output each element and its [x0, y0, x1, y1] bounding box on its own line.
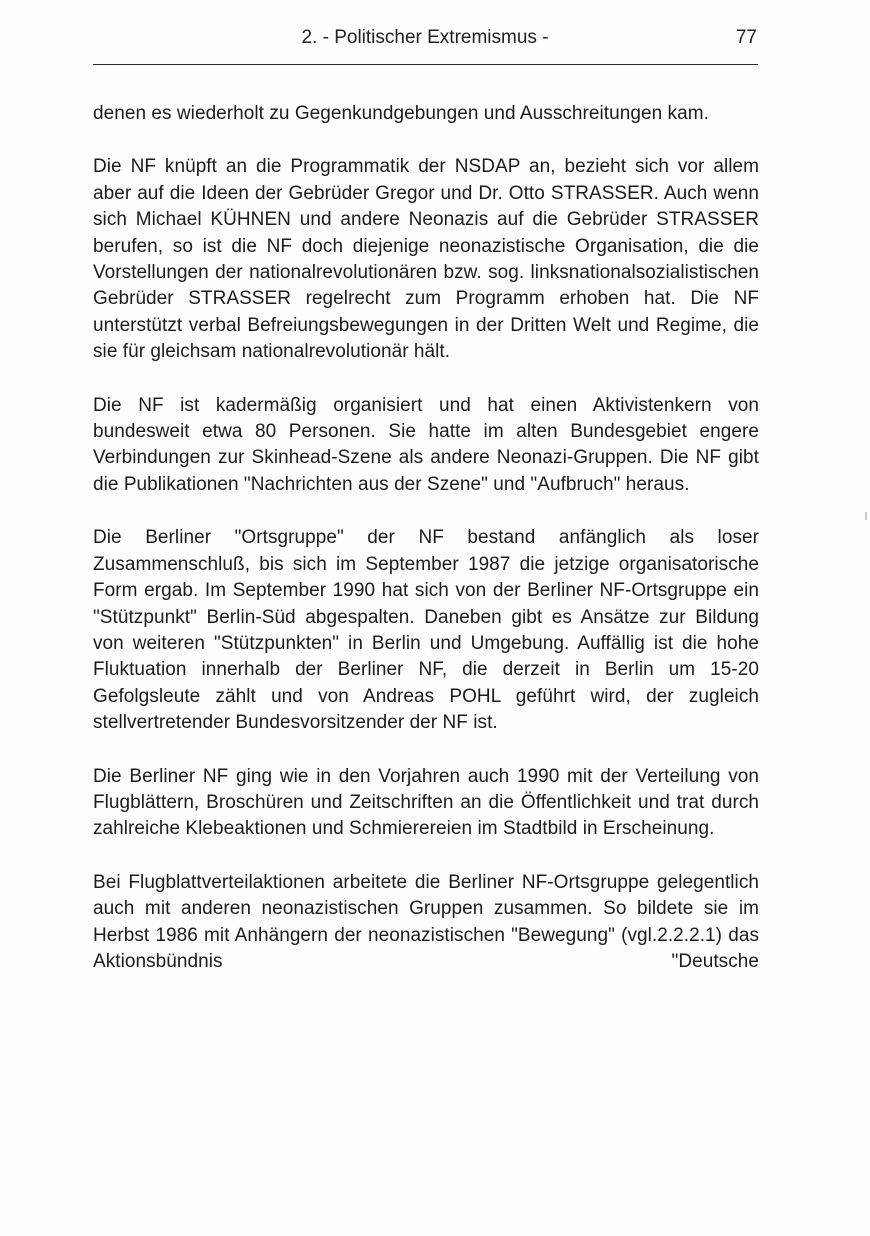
scan-edge-mark	[865, 512, 867, 520]
paragraph-4: Die Berliner "Ortsgruppe" der NF bestand anfänglich als loser Zusammenschluß, bis sich im September 1987 die jetzige organisatorische Form ergab. Im September 1990 hat sich von der Berliner NF-Ortsgruppe ein "Stützpunkt" Berlin-Süd abgespalten. Daneben gibt es Ansätze zur Bildung von weiteren "Stützpunkten" in Berlin und Umgebung. Auffällig ist die hohe Fluktuation innerhalb der Berliner NF, die derzeit in Berlin um 15-20 Gefolgsleute zählt und von Andreas POHL geführt wird, der zugleich stellvertretender Bundesvorsitzender der NF ist.	[93, 527, 759, 734]
page-header	[93, 24, 757, 54]
paragraph-3: Die NF ist kadermäßig organisiert und hat einen Aktivistenkern von bundesweit etwa 80 Personen. Sie hatte im alten Bundesgebiet engere Verbindungen zur Skinhead-Szene als andere Neonazi-Gruppen. Die NF gibt die Publikationen "Nachrichten aus der Szene" und "Aufbruch" heraus.	[93, 394, 759, 495]
body-text	[93, 101, 759, 1002]
header-rule	[93, 64, 758, 65]
page-number: 77	[735, 27, 757, 48]
paragraph-2: Die NF knüpft an die Programmatik der NSDAP an, bezieht sich vor allem aber auf die Ideen der Gebrüder Gregor und Dr. Otto STRASSER. Auch wenn sich Michael KÜHNEN und andere Neonazis auf die Gebrüder STRASSER berufen, so ist die NF doch diejenige neonazistische Organisation, die die Vorstellungen der nationalrevolutionären bzw. sog. linksnationalsozialistischen Gebrüder STRASSER regelrecht zum Programm erhoben hat. Die NF unterstützt verbal Befreiungsbewegungen in der Dritten Welt und Regime, die sie für gleichsam nationalrevolutionär hält.	[93, 156, 759, 363]
paragraph-6: Bei Flugblattverteilaktionen arbeitete die Berliner NF-Ortsgruppe gelegentlich auch mit anderen neonazistischen Gruppen zusammen. So bildete sie im Herbst 1986 mit Anhängern der neonazistischen "Bewegung" (vgl.2.2.2.1) das Aktionsbündnis "Deutsche	[93, 871, 759, 972]
paragraph-1: denen es wiederholt zu Gegenkundgebungen und Ausschreitungen kam.	[93, 103, 709, 124]
paragraph-5: Die Berliner NF ging wie in den Vorjahren auch 1990 mit der Verteilung von Flugblättern, Broschüren und Zeitschriften an die Öffentlichkeit und trat durch zahlreiche Klebeaktionen und Schmierereien im Stadtbild in Erscheinung.	[93, 765, 759, 840]
running-title: 2. - Politischer Extremismus -	[301, 27, 549, 48]
